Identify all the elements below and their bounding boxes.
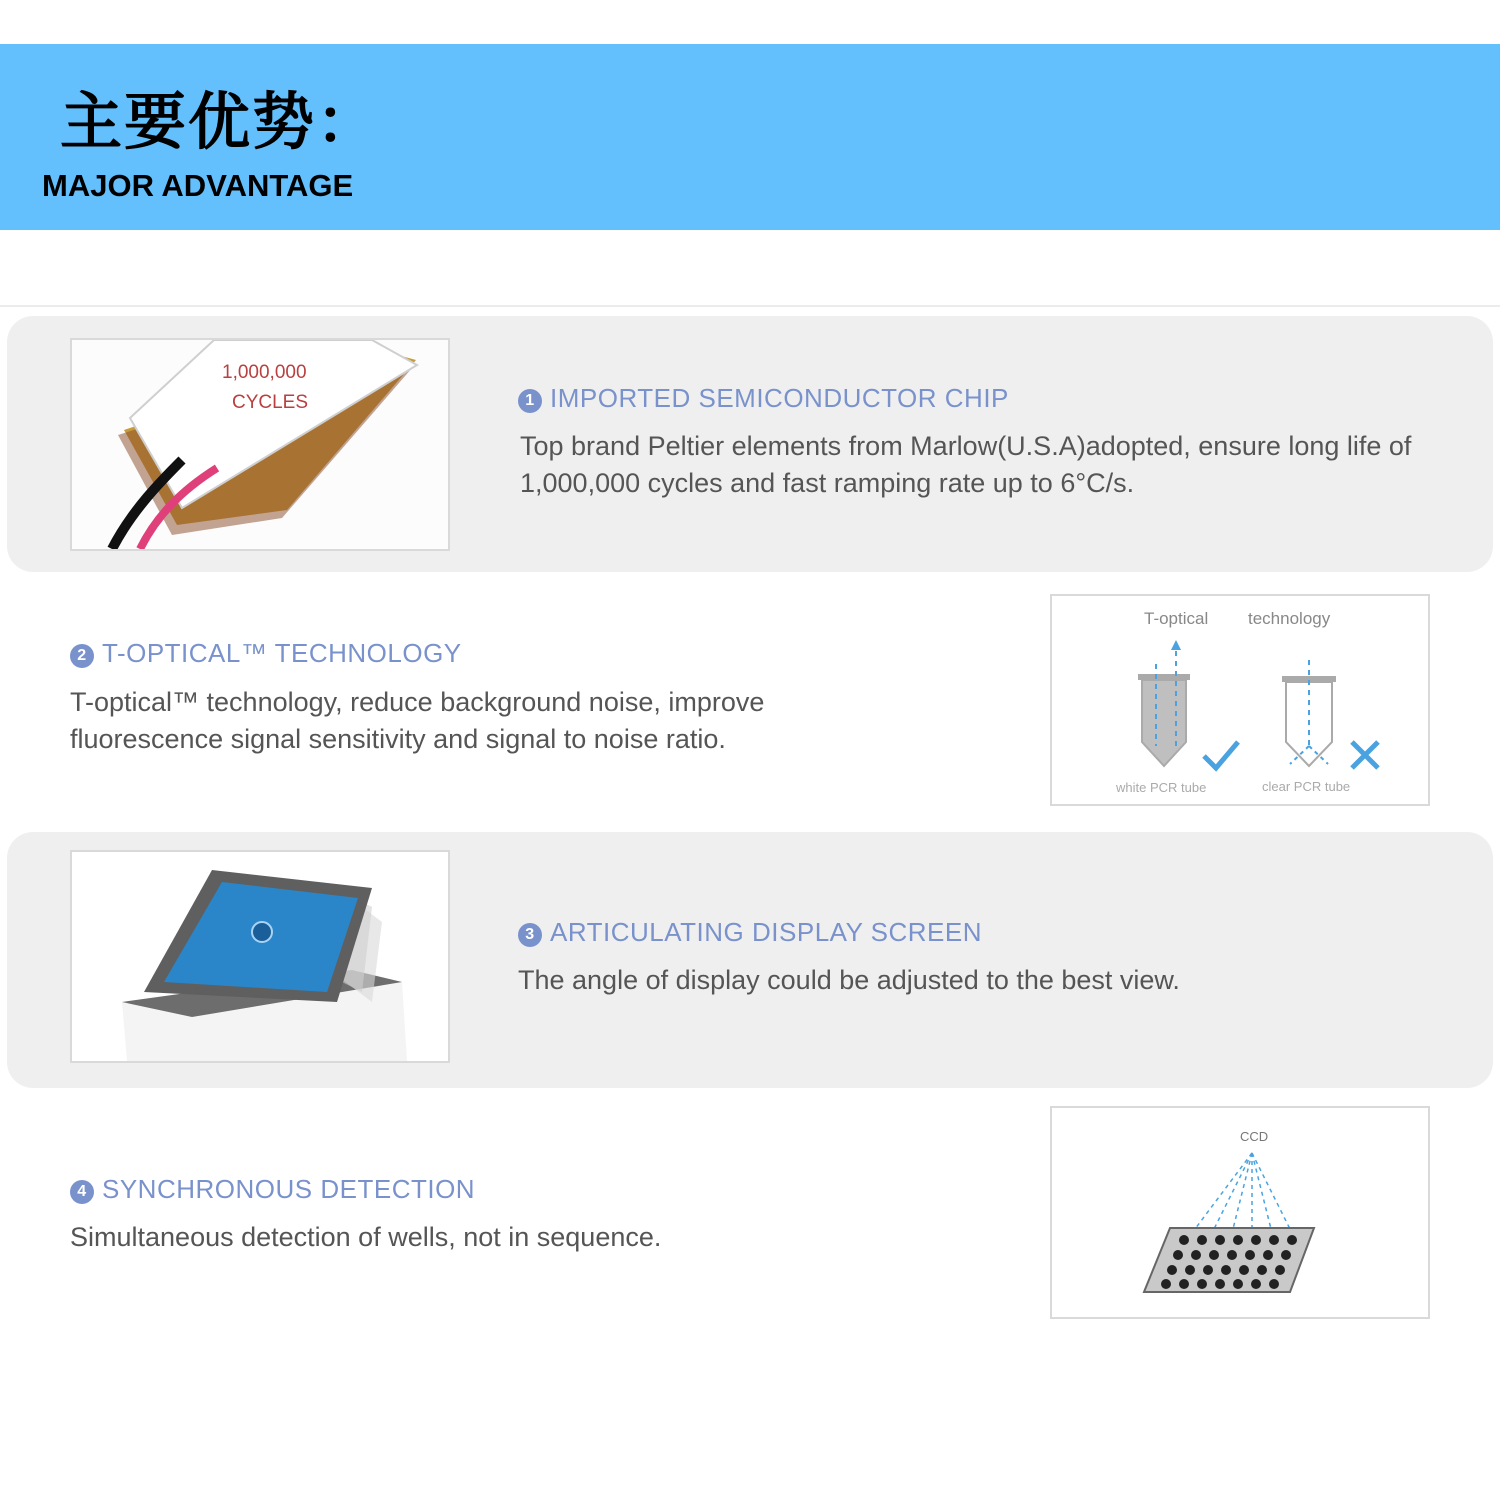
ccd-detection-diagram: [1050, 1106, 1430, 1319]
clear-tube-label: clear PCR tube: [1262, 779, 1351, 794]
diagram-title-2: technology: [1248, 609, 1331, 628]
feature-3-title: [518, 917, 982, 948]
feature-1-title: [518, 383, 1009, 414]
feature-1-title-text: IMPORTED SEMICONDUCTOR CHIP: [550, 383, 1009, 413]
feature-2-title-text: T-OPTICAL™ TECHNOLOGY: [102, 638, 462, 668]
feature-4-description: Simultaneous detection of wells, not in sequence.: [70, 1222, 662, 1252]
feature-1-description: Top brand Peltier elements from Marlow(U.S.A)adopted, ensure long life of 1,000,000 cycles and fast ramping rate up to 6°C/s.: [520, 431, 1412, 498]
chip-label-cycles: CYCLES: [232, 392, 309, 413]
feature-3-number: 3: [518, 923, 542, 947]
page-title-cn: 主要优势：: [60, 85, 381, 158]
feature-1-number: 1: [518, 389, 542, 413]
feature-4-number: 4: [70, 1180, 94, 1204]
divider: [0, 305, 1500, 307]
white-tube-label: white PCR tube: [1116, 780, 1207, 795]
feature-2-description: T-optical™ technology, reduce background noise, improve fluorescence signal sensitivity and signal to noise ratio.: [70, 687, 765, 754]
ccd-label: CCD: [1240, 1129, 1269, 1144]
peltier-chip-image: [70, 338, 450, 551]
feature-2-number: 2: [70, 644, 94, 668]
feature-3-title-text: ARTICULATING DISPLAY SCREEN: [550, 917, 983, 947]
articulating-display-image: [70, 850, 450, 1063]
page-title-en: MAJOR ADVANTAGE: [42, 168, 354, 203]
feature-2-title: [70, 638, 462, 669]
feature-4-title: [70, 1174, 475, 1205]
chip-label-count: 1,000,000: [222, 362, 307, 383]
feature-4-title-text: SYNCHRONOUS DETECTION: [102, 1174, 476, 1204]
diagram-title-1: T-optical: [1144, 609, 1209, 628]
feature-3-description: The angle of display could be adjusted to the best view.: [518, 965, 1180, 995]
t-optical-diagram: [1050, 594, 1430, 806]
